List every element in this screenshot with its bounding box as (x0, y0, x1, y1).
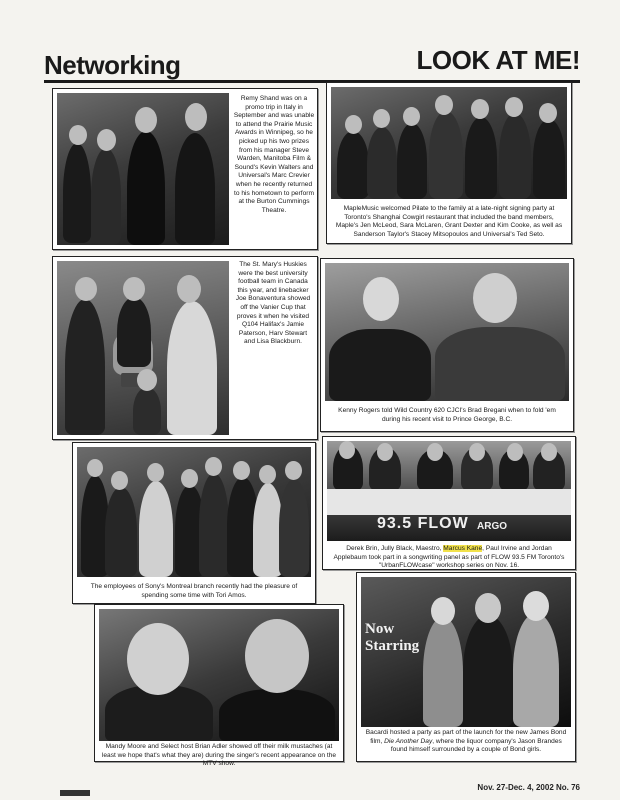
caption-flow-part1: Derek Brin, Jully Black, Maestro, (346, 545, 444, 552)
argo-sign-text: ARGO (477, 521, 507, 532)
photo-item-remy-shand (52, 88, 318, 250)
photo-vanier-cup (57, 261, 229, 435)
photo-maplemusic (331, 87, 567, 199)
photo-mandy-moore (99, 609, 339, 741)
photo-item-bacardi-bond (356, 572, 576, 762)
highlighted-name: Marcus Kane (443, 545, 483, 552)
photo-remy-shand (57, 93, 229, 245)
section-title: Networking (44, 50, 181, 80)
photo-item-kenny-rogers (320, 258, 574, 432)
caption-mandy-moore: Mandy Moore and Select host Brian Adler showed off their milk mustaches (at least we hope that's what they are) during the singer's recent appearance on the MTV show. (101, 743, 337, 768)
caption-sony-montreal: The employees of Sony's Montreal branch recently had the pleasure of spending some time with Tori Amos. (90, 583, 298, 599)
issue-date: Nov. 27-Dec. 4, 2002 No. 76 (477, 783, 580, 792)
photo-kenny-rogers (325, 263, 569, 401)
photo-item-mandy-moore (94, 604, 344, 768)
caption-kenny-rogers: Kenny Rogers told Wild Country 620 CJCI's Brad Bregani when to fold 'em during his recent visit to Prince George, B.C. (338, 407, 556, 423)
photo-item-sony-montreal (72, 442, 316, 604)
caption-flow-part2: , Paul Irvine and Jordan Applebaum took part in a songwriting panel as part of FLOW 93.5 FM Toronto's "UrbanFLOWcase" workshop series on Nov. 16. (333, 545, 565, 570)
caption-bond-part1: Bacardi hosted a party as part of the launch for the new James Bond film, (365, 729, 567, 745)
photo-flow-panel (327, 441, 571, 541)
photo-item-maplemusic (326, 82, 572, 244)
caption-remy-shand: Remy Shand was on a promo trip in Italy in September and was unable to attend the Prairie Music Awards in Winnipeg, so he picked up his two prizes from his manager Steve Warden, Manitoba Film & Sound's Kevin Walters and Universal's Marc Crevier when he recently returned to his hometown to perform at the Burton Cummings Theatre. (233, 95, 315, 214)
footer-logo-mark (60, 790, 90, 796)
caption-bacardi-bond (363, 729, 569, 755)
photo-bond-girls (361, 577, 571, 727)
poster-text: Now Starring (365, 621, 420, 654)
photo-sony-montreal (77, 447, 311, 577)
caption-bond-part2: , where the liquor company's Jason Brandes found himself surrounded by a couple of Bond girls. (390, 737, 562, 754)
page-title: LOOK AT ME! (416, 45, 580, 75)
film-title: Die Another Day (384, 737, 433, 745)
photo-item-flow-panel (322, 436, 576, 570)
photo-item-st-marys-huskies (52, 256, 318, 440)
caption-maplemusic: MapleMusic welcomed Pilate to the family at a late-night signing party at Toronto's Shanghai Cowgirl restaurant that included the band members, Maple's Jen McLeod, Sara McLaren, Grant Dexter and Kim Cooke, as well as Sanderson Taylor's Stacey Mitsopoulos and Universal's Ted Seto. (335, 205, 563, 238)
caption-st-marys-huskies: The St. Mary's Huskies were the best university football team in Canada this year, and linebacker Joe Bonaventura showed off the Vanier Cup that proves it when he visited Q104 Halifax's Jamie Paterson, Harv Stewart and Lisa Blackburn. (235, 261, 311, 346)
flow-banner-text: 93.5 FLOW (377, 515, 469, 532)
caption-flow-panel (331, 545, 567, 571)
